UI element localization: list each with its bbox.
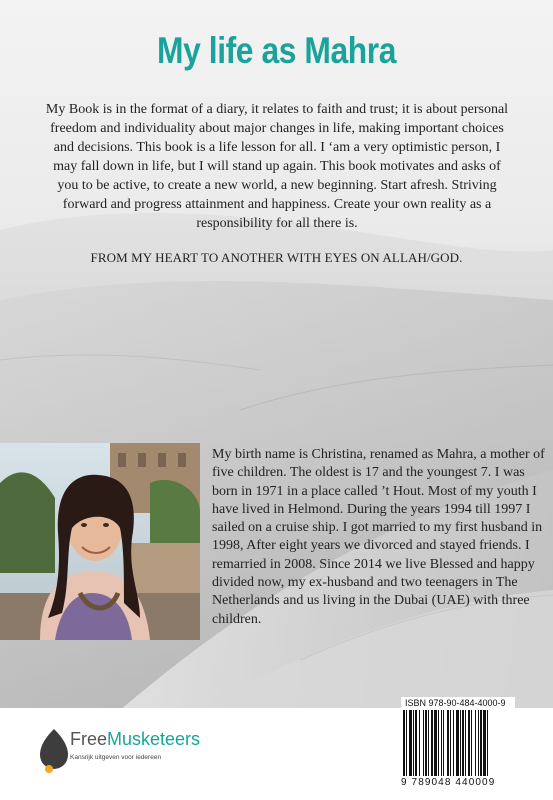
isbn-barcode <box>401 697 515 790</box>
ean-number: 9 789048 440009 <box>401 777 496 788</box>
book-motto: FROM MY HEART TO ANOTHER WITH EYES ON ALLAH/GOD. <box>90 250 463 265</box>
isbn-label: ISBN 978-90-484-4000-9 <box>405 698 506 708</box>
publisher-name-free: Free <box>70 729 108 749</box>
book-title: My life as Mahra <box>157 30 396 71</box>
author-biography: My birth name is Christina, renamed as Mahra, a mother of five children. The oldest is 17 and the youngest 7. I was born in 1971 in a place called ’t Hout. Most of my youth I have lived in Helmond. During the years 1994 till 1997 I sailed on a cruise ship. I got married to my first husband in 1998, After eight years we divorced and stayed friends. I remarried in 2008. Since 2014 we live Blessed and happy divided now, my ex-husband and two teenagers in The Netherlands and us living in the Dubai (UAE) with three children. <box>212 447 545 627</box>
publisher-name-musketeers: Musketeers <box>107 729 201 749</box>
author-photo <box>0 443 200 640</box>
book-description: My Book is in the format of a diary, it relates to faith and trust; it is about personal freedom and individuality about major changes in life, making important choices and decisions. This book is a life lesson for all. I ‘am a very optimistic person, I may fall down in life, but I will stand up again. This book motivates and asks of you to be active, to create a new world, a new beginning. Start afresh. Striving forward and progress attainment and happiness. Create your own reality as a responsibility for all there is. <box>45 102 509 231</box>
publisher-name <box>70 729 200 750</box>
barcode-bars <box>401 710 515 776</box>
drop-logo-icon <box>40 725 68 775</box>
publisher-logo <box>40 725 210 775</box>
publisher-tagline: Kansrijk uitgeven voor iedereen <box>70 754 162 761</box>
